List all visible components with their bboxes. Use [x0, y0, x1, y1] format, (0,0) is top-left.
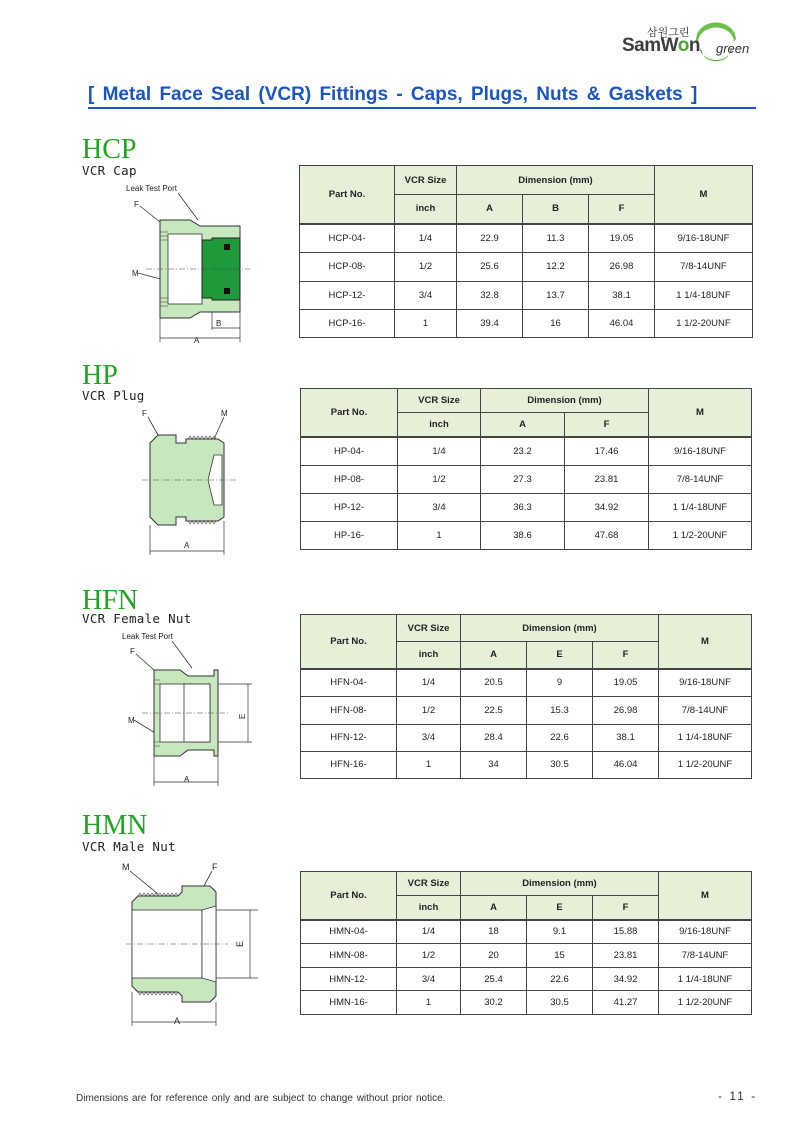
cell-size: 3/4	[395, 281, 457, 309]
col-header-dim: B	[523, 195, 589, 224]
cell-dim: 18	[461, 920, 527, 944]
logo-korean-text: 삼원그린	[647, 26, 690, 39]
cell-size: 1/4	[397, 920, 461, 944]
cell-m: 1 1/4-18UNF	[659, 967, 752, 991]
col-header-dim: A	[461, 896, 527, 920]
table-row	[301, 724, 752, 751]
section-subtitle-hcp: VCR Cap	[82, 163, 137, 178]
table-row	[300, 253, 753, 281]
section-code-hmn: HMN	[82, 810, 148, 841]
table-row	[301, 522, 752, 550]
cell-dim: 46.04	[593, 751, 659, 778]
col-header-part-no: Part No.	[301, 872, 397, 920]
cell-m: 1 1/2-20UNF	[659, 991, 752, 1015]
col-header-inch: inch	[395, 195, 457, 224]
cell-dim: 38.6	[481, 522, 565, 550]
col-header-part-no: Part No.	[301, 615, 397, 669]
cell-part-no: HCP-16-	[300, 309, 395, 337]
hp-table	[300, 388, 752, 550]
table-row	[301, 437, 752, 466]
drawing-label-a: A	[194, 336, 200, 345]
section-code-hp: HP	[82, 360, 118, 391]
drawing-label-leak: Leak Test Port	[122, 632, 173, 641]
cell-dim: 22.6	[527, 724, 593, 751]
section-subtitle-hmn: VCR Male Nut	[82, 839, 176, 854]
cell-size: 1	[397, 991, 461, 1015]
drawing-label-b: B	[216, 319, 222, 328]
cell-size: 1	[395, 309, 457, 337]
cell-dim: 26.98	[589, 253, 655, 281]
drawing-label-e: E	[235, 940, 245, 947]
logo-brand-text: SamWon	[622, 35, 700, 56]
cell-dim: 20	[461, 944, 527, 968]
col-header-m: M	[655, 166, 753, 224]
cell-dim: 9	[527, 669, 593, 697]
page-title: [ Metal Face Seal (VCR) Fittings - Caps, Plugs, Nuts & Gaskets ]	[88, 84, 756, 109]
cell-dim: 30.2	[461, 991, 527, 1015]
cell-m: 7/8-14UNF	[659, 944, 752, 968]
cell-dim: 19.05	[589, 224, 655, 253]
cell-m: 1 1/2-20UNF	[649, 522, 752, 550]
cell-part-no: HFN-12-	[301, 724, 397, 751]
cell-m: 1 1/4-18UNF	[655, 281, 753, 309]
cell-dim: 34.92	[593, 967, 659, 991]
drawing-label-m: M	[128, 716, 135, 725]
cell-m: 7/8-14UNF	[655, 253, 753, 281]
table-row	[301, 669, 752, 697]
cell-m: 9/16-18UNF	[659, 920, 752, 944]
col-header-m: M	[659, 872, 752, 920]
cell-dim: 17.46	[565, 437, 649, 466]
section-code-hcp: HCP	[82, 134, 137, 165]
drawing-label-m: M	[122, 862, 130, 872]
cell-size: 1/2	[397, 944, 461, 968]
cell-m: 7/8-14UNF	[649, 466, 752, 494]
cell-size: 1/4	[395, 224, 457, 253]
drawing-label-f: F	[212, 862, 218, 872]
cell-part-no: HMN-12-	[301, 967, 397, 991]
col-header-dim: A	[457, 195, 523, 224]
drawing-label-f: F	[134, 200, 139, 209]
col-header-inch: inch	[397, 896, 461, 920]
cell-part-no: HP-12-	[301, 494, 398, 522]
page-number: - 11 -	[718, 1089, 758, 1103]
hfn-table	[300, 614, 752, 779]
cell-dim: 15	[527, 944, 593, 968]
cell-m: 9/16-18UNF	[655, 224, 753, 253]
cell-dim: 41.27	[593, 991, 659, 1015]
cell-dim: 22.5	[461, 697, 527, 724]
cell-size: 1	[397, 751, 461, 778]
cell-dim: 30.5	[527, 751, 593, 778]
drawing-label-e: E	[238, 713, 247, 719]
hcp-drawing	[116, 180, 256, 345]
cell-part-no: HMN-08-	[301, 944, 397, 968]
cell-m: 1 1/2-20UNF	[659, 751, 752, 778]
cell-size: 3/4	[398, 494, 481, 522]
cell-dim: 23.81	[565, 466, 649, 494]
cell-dim: 23.81	[593, 944, 659, 968]
col-header-vcr-size: VCR Size	[398, 389, 481, 413]
cell-size: 3/4	[397, 724, 461, 751]
hcp-table	[299, 165, 753, 338]
col-header-dim: F	[565, 413, 649, 437]
cell-dim: 27.3	[481, 466, 565, 494]
footer-note: Dimensions are for reference only and are subject to change without prior notice.	[76, 1093, 446, 1104]
cell-dim: 36.3	[481, 494, 565, 522]
table-row	[300, 309, 753, 337]
col-header-dimension: Dimension (mm)	[461, 615, 659, 642]
cell-dim: 47.68	[565, 522, 649, 550]
cell-dim: 34.92	[565, 494, 649, 522]
cell-dim: 20.5	[461, 669, 527, 697]
cell-size: 1/2	[397, 697, 461, 724]
table-row	[301, 967, 752, 991]
col-header-dim: E	[527, 642, 593, 669]
cell-part-no: HCP-08-	[300, 253, 395, 281]
cell-part-no: HP-08-	[301, 466, 398, 494]
col-header-vcr-size: VCR Size	[395, 166, 457, 195]
col-header-inch: inch	[398, 413, 481, 437]
cell-dim: 38.1	[589, 281, 655, 309]
cell-dim: 11.3	[523, 224, 589, 253]
cell-dim: 46.04	[589, 309, 655, 337]
cell-m: 9/16-18UNF	[659, 669, 752, 697]
cell-m: 1 1/4-18UNF	[659, 724, 752, 751]
drawing-label-leak: Leak Test Port	[126, 184, 177, 193]
col-header-dimension: Dimension (mm)	[481, 389, 649, 413]
col-header-vcr-size: VCR Size	[397, 615, 461, 642]
cell-dim: 25.4	[461, 967, 527, 991]
cell-dim: 13.7	[523, 281, 589, 309]
table-row	[301, 697, 752, 724]
cell-dim: 39.4	[457, 309, 523, 337]
table-row	[301, 466, 752, 494]
drawing-label-m: M	[132, 269, 139, 278]
cell-part-no: HP-16-	[301, 522, 398, 550]
company-logo	[612, 22, 762, 66]
col-header-inch: inch	[397, 642, 461, 669]
cell-size: 1/4	[398, 437, 481, 466]
col-header-m: M	[659, 615, 752, 669]
cell-dim: 34	[461, 751, 527, 778]
cell-part-no: HCP-04-	[300, 224, 395, 253]
cell-dim: 25.6	[457, 253, 523, 281]
cell-dim: 22.9	[457, 224, 523, 253]
cell-size: 1/2	[398, 466, 481, 494]
cell-dim: 9.1	[527, 920, 593, 944]
col-header-dim: E	[527, 896, 593, 920]
drawing-label-a: A	[184, 541, 190, 550]
col-header-m: M	[649, 389, 752, 437]
drawing-label-m: M	[221, 409, 228, 418]
table-row	[301, 494, 752, 522]
col-header-dimension: Dimension (mm)	[461, 872, 659, 896]
table-row	[300, 224, 753, 253]
cell-dim: 28.4	[461, 724, 527, 751]
col-header-dim: F	[593, 642, 659, 669]
cell-dim: 12.2	[523, 253, 589, 281]
table-row	[301, 751, 752, 778]
cell-dim: 26.98	[593, 697, 659, 724]
col-header-dim: F	[593, 896, 659, 920]
drawing-label-f: F	[130, 647, 135, 656]
cell-dim: 23.2	[481, 437, 565, 466]
col-header-dim: A	[461, 642, 527, 669]
hp-drawing	[136, 405, 246, 555]
cell-part-no: HCP-12-	[300, 281, 395, 309]
cell-size: 1	[398, 522, 481, 550]
cell-part-no: HFN-16-	[301, 751, 397, 778]
drawing-label-f: F	[142, 409, 147, 418]
cell-dim: 22.6	[527, 967, 593, 991]
cell-dim: 15.3	[527, 697, 593, 724]
cell-m: 9/16-18UNF	[649, 437, 752, 466]
cell-dim: 15.88	[593, 920, 659, 944]
col-header-part-no: Part No.	[301, 389, 398, 437]
cell-part-no: HMN-16-	[301, 991, 397, 1015]
cell-size: 1/4	[397, 669, 461, 697]
section-subtitle-hp: VCR Plug	[82, 388, 145, 403]
col-header-part-no: Part No.	[300, 166, 395, 224]
cell-m: 1 1/4-18UNF	[649, 494, 752, 522]
drawing-label-a: A	[174, 1016, 181, 1026]
cell-part-no: HFN-08-	[301, 697, 397, 724]
cell-dim: 32.8	[457, 281, 523, 309]
hmn-drawing	[118, 858, 268, 1028]
cell-dim: 19.05	[593, 669, 659, 697]
cell-part-no: HFN-04-	[301, 669, 397, 697]
cell-m: 1 1/2-20UNF	[655, 309, 753, 337]
hfn-drawing	[120, 628, 260, 788]
cell-size: 1/2	[395, 253, 457, 281]
col-header-dim: A	[481, 413, 565, 437]
table-row	[301, 920, 752, 944]
cell-dim: 16	[523, 309, 589, 337]
cell-part-no: HMN-04-	[301, 920, 397, 944]
table-row	[301, 944, 752, 968]
table-row	[301, 991, 752, 1015]
cell-dim: 30.5	[527, 991, 593, 1015]
cell-part-no: HP-04-	[301, 437, 398, 466]
hmn-table	[300, 871, 752, 1015]
cell-dim: 38.1	[593, 724, 659, 751]
cell-size: 3/4	[397, 967, 461, 991]
col-header-vcr-size: VCR Size	[397, 872, 461, 896]
table-row	[300, 281, 753, 309]
logo-green-text: green	[716, 41, 750, 56]
section-code-hfn: HFN	[82, 585, 139, 616]
drawing-label-a: A	[184, 775, 190, 784]
cell-m: 7/8-14UNF	[659, 697, 752, 724]
section-subtitle-hfn: VCR Female Nut	[82, 611, 192, 626]
col-header-dimension: Dimension (mm)	[457, 166, 655, 195]
col-header-dim: F	[589, 195, 655, 224]
